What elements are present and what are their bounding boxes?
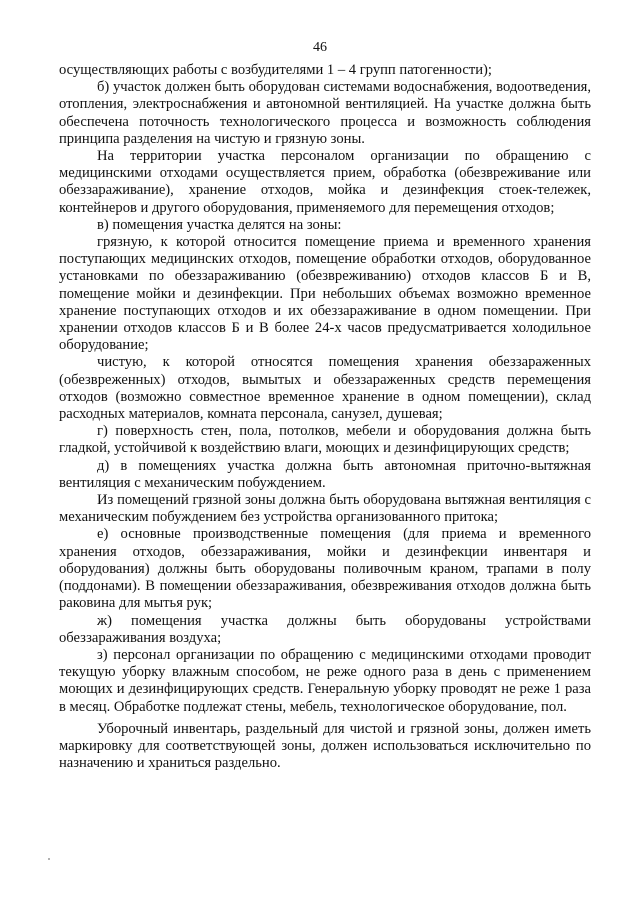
paragraph-continuation: осуществляющих работы с возбудителями 1 – 4 групп патогенности); — [59, 62, 492, 78]
paragraph-item-b: б) участок должен быть оборудован системами водоснабжения, водоотведения, отопления, электроснабжения и автономной вентиляцией. На участке должна быть обеспечена поточность технологического процесса и возможность соблюдения принципа разделения на чистую и грязную зоны. — [59, 79, 591, 147]
paragraph-clean-zone: чистую, к которой относятся помещения хранения обеззараженных (обезвреженных) отходов, вымытых и обеззараженных средств перемещения отходов (возможно совместное временное хранение в одном помещении), склад расходных материалов, комната персонала, санузел, душевая; — [59, 354, 591, 423]
paragraph-territory: На территории участка персоналом организации по обращению с медицинскими отходами осуществляется прием, обработка (обезвреживание или обеззараживание), хранение отходов, мойка и дезинфекция стоек-тележек, контейнеров и другого оборудования, применяемого для перемещения отходов; — [59, 148, 591, 216]
scan-speck — [48, 858, 50, 860]
paragraph-item-zh: ж) помещения участка должны быть оборудованы устройствами обеззараживания воздуха; — [59, 612, 591, 646]
paragraph-exhaust-ventilation: Из помещений грязной зоны должна быть оборудована вытяжная вентиляция с механическим побуждением без устройства организованного притока; — [59, 492, 591, 526]
paragraph-item-e: е) основные производственные помещения (для приема и временного хранения отходов, обеззараживания, мойки и дезинфекции инвентаря и оборудования) должны быть оборудованы поливочным краном, трапами в полу (поддонами). В помещении обеззараживания, обезвреживания отходов должна быть раковина для мытья рук; — [59, 526, 591, 612]
paragraph-item-v: в) помещения участка делятся на зоны: — [97, 216, 342, 233]
paragraph-item-z: з) персонал организации по обращению с медицинскими отходами проводит текущую уборку влажным способом, не реже одного раза в день с применением моющих и дезинфицирующих средств. Генеральную уборку проводят не реже 1 раза в месяц. Обработке подлежат стены, мебель, технологическое оборудование, пол. — [59, 646, 591, 715]
document-body — [59, 62, 591, 772]
paragraph-cleaning-inventory: Уборочный инвентарь, раздельный для чистой и грязной зоны, должен иметь маркировку для соответствующей зоны, должен использоваться исключительно по назначению и храниться раздельно. — [59, 720, 591, 772]
paragraph-item-d: д) в помещениях участка должна быть автономная приточно-вытяжная вентиляция с механическим побуждением. — [59, 457, 591, 491]
paragraph-dirty-zone: грязную, к которой относится помещение приема и временного хранения поступающих медицинских отходов, помещение обработки отходов, оборудованное установками по обеззараживанию (обезвреживанию) отходов классов Б и В, помещение мойки и дезинфекции. При небольших объемах возможно временное хранение поступающих отходов и их обеззараживание в одном помещении. При хранении отходов классов Б и В более 24-х часов предусматривается холодильное оборудование; — [59, 234, 591, 354]
page-number: 46 — [313, 40, 327, 55]
paragraph-item-g: г) поверхность стен, пола, потолков, мебели и оборудования должна быть гладкой, устойчивой к воздействию влаги, моющих и дезинфицирующих средств; — [59, 423, 591, 457]
